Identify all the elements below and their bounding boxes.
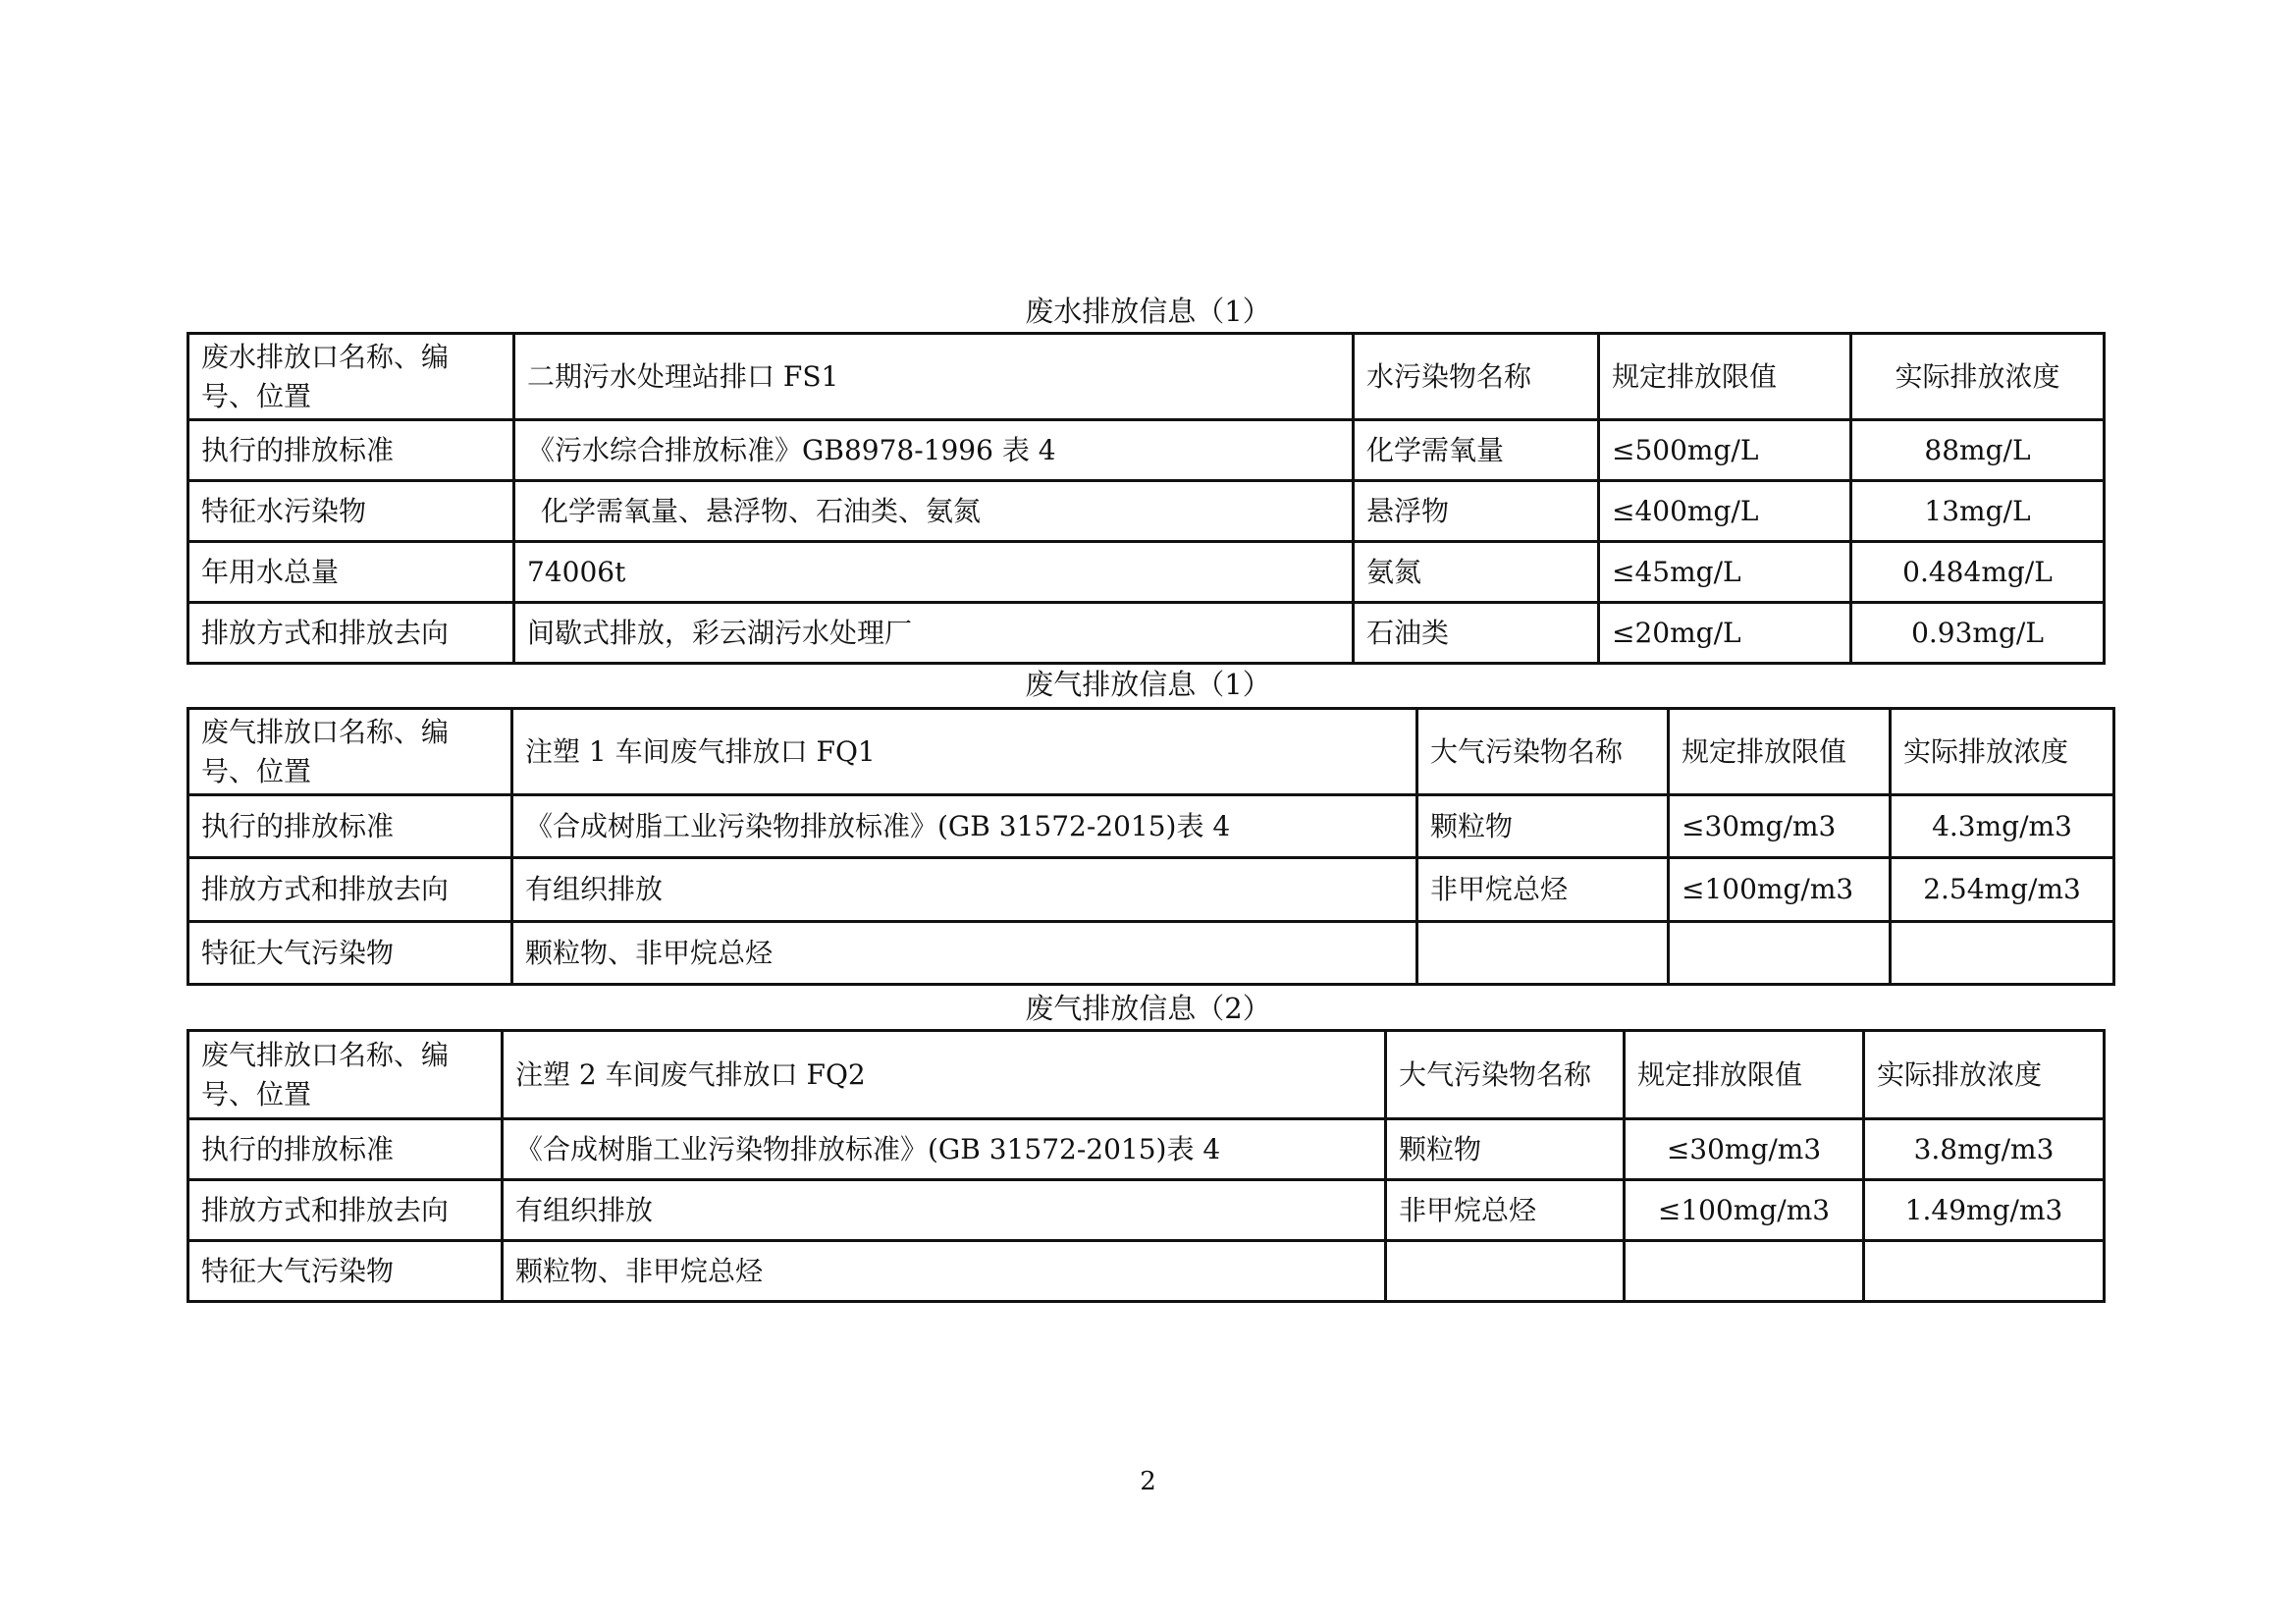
cell-value: 颗粒物、非甲烷总烃 — [503, 1241, 1386, 1302]
cell-header: 规定排放限值 — [1599, 334, 1851, 420]
table-row — [188, 542, 2105, 603]
table-row — [188, 420, 2105, 481]
table-row — [188, 603, 2105, 664]
cell-value: 《合成树脂工业污染物排放标准》(GB 31572-2015)表 4 — [512, 795, 1417, 858]
cell-pollutant: 氨氮 — [1354, 542, 1599, 603]
cell-header: 大气污染物名称 — [1386, 1031, 1625, 1119]
cell-actual: 2.54mg/m3 — [1891, 858, 2114, 922]
cell-limit: ≤100mg/m3 — [1669, 858, 1891, 922]
cell-value: 有组织排放 — [503, 1180, 1386, 1241]
cell-label: 排放方式和排放去向 — [188, 603, 514, 664]
cell-limit: ≤100mg/m3 — [1625, 1180, 1864, 1241]
table-row — [188, 1119, 2105, 1180]
gas2-discharge-table — [187, 1029, 2106, 1303]
table-row — [188, 922, 2114, 985]
cell-header: 实际排放浓度 — [1851, 334, 2105, 420]
cell-value: 二期污水处理站排口 FS1 — [514, 334, 1354, 420]
cell-label: 执行的排放标准 — [188, 1119, 503, 1180]
cell-value: 间歇式排放，彩云湖污水处理厂 — [514, 603, 1354, 664]
cell-pollutant: 非甲烷总烃 — [1386, 1180, 1625, 1241]
cell-label: 废气排放口名称、编号、位置 — [188, 709, 512, 795]
cell-limit: ≤30mg/m3 — [1669, 795, 1891, 858]
cell-pollutant: 石油类 — [1354, 603, 1599, 664]
table-row — [188, 858, 2114, 922]
cell-actual: 0.93mg/L — [1851, 603, 2105, 664]
table-row — [188, 795, 2114, 858]
table-row — [188, 709, 2114, 795]
cell-value: 74006t — [514, 542, 1354, 603]
cell-header: 实际排放浓度 — [1891, 709, 2114, 795]
gas1-table-title: 废气排放信息（1） — [1025, 668, 1271, 701]
cell-actual: 0.484mg/L — [1851, 542, 2105, 603]
cell-label: 特征水污染物 — [188, 481, 514, 542]
cell-limit: ≤500mg/L — [1599, 420, 1851, 481]
cell-empty — [1891, 922, 2114, 985]
cell-empty — [1669, 922, 1891, 985]
cell-actual: 3.8mg/m3 — [1864, 1119, 2105, 1180]
cell-value: 化学需氧量、悬浮物、石油类、氨氮 — [514, 481, 1354, 542]
cell-label: 特征大气污染物 — [188, 922, 512, 985]
cell-pollutant: 颗粒物 — [1386, 1119, 1625, 1180]
cell-label: 特征大气污染物 — [188, 1241, 503, 1302]
cell-limit: ≤30mg/m3 — [1625, 1119, 1864, 1180]
cell-limit: ≤20mg/L — [1599, 603, 1851, 664]
page-number: 2 — [1140, 1467, 1156, 1496]
cell-empty — [1386, 1241, 1625, 1302]
cell-value: 颗粒物、非甲烷总烃 — [512, 922, 1417, 985]
gas2-table-title: 废气排放信息（2） — [1025, 992, 1271, 1025]
cell-label: 排放方式和排放去向 — [188, 1180, 503, 1241]
cell-label: 执行的排放标准 — [188, 795, 512, 858]
cell-value: 《污水综合排放标准》GB8978-1996 表 4 — [514, 420, 1354, 481]
cell-pollutant: 非甲烷总烃 — [1417, 858, 1669, 922]
cell-header: 大气污染物名称 — [1417, 709, 1669, 795]
water-discharge-table — [187, 332, 2106, 665]
cell-label: 排放方式和排放去向 — [188, 858, 512, 922]
cell-pollutant: 悬浮物 — [1354, 481, 1599, 542]
table-row — [188, 334, 2105, 420]
cell-label: 执行的排放标准 — [188, 420, 514, 481]
cell-actual: 4.3mg/m3 — [1891, 795, 2114, 858]
gas1-discharge-table — [187, 707, 2115, 986]
cell-value: 《合成树脂工业污染物排放标准》(GB 31572-2015)表 4 — [503, 1119, 1386, 1180]
cell-empty — [1417, 922, 1669, 985]
table-row — [188, 1031, 2105, 1119]
cell-header: 规定排放限值 — [1669, 709, 1891, 795]
table-row — [188, 481, 2105, 542]
cell-value: 注塑 2 车间废气排放口 FQ2 — [503, 1031, 1386, 1119]
cell-label: 年用水总量 — [188, 542, 514, 603]
cell-actual: 88mg/L — [1851, 420, 2105, 481]
cell-empty — [1625, 1241, 1864, 1302]
table-row — [188, 1180, 2105, 1241]
cell-header: 规定排放限值 — [1625, 1031, 1864, 1119]
table-row — [188, 1241, 2105, 1302]
cell-pollutant: 化学需氧量 — [1354, 420, 1599, 481]
cell-empty — [1864, 1241, 2105, 1302]
cell-pollutant: 颗粒物 — [1417, 795, 1669, 858]
cell-label: 废水排放口名称、编号、位置 — [188, 334, 514, 420]
cell-limit: ≤400mg/L — [1599, 481, 1851, 542]
cell-label: 废气排放口名称、编号、位置 — [188, 1031, 503, 1119]
cell-value: 有组织排放 — [512, 858, 1417, 922]
cell-header: 实际排放浓度 — [1864, 1031, 2105, 1119]
cell-value: 注塑 1 车间废气排放口 FQ1 — [512, 709, 1417, 795]
cell-actual: 13mg/L — [1851, 481, 2105, 542]
cell-header: 水污染物名称 — [1354, 334, 1599, 420]
cell-limit: ≤45mg/L — [1599, 542, 1851, 603]
cell-actual: 1.49mg/m3 — [1864, 1180, 2105, 1241]
water-table-title: 废水排放信息（1） — [1025, 295, 1271, 328]
